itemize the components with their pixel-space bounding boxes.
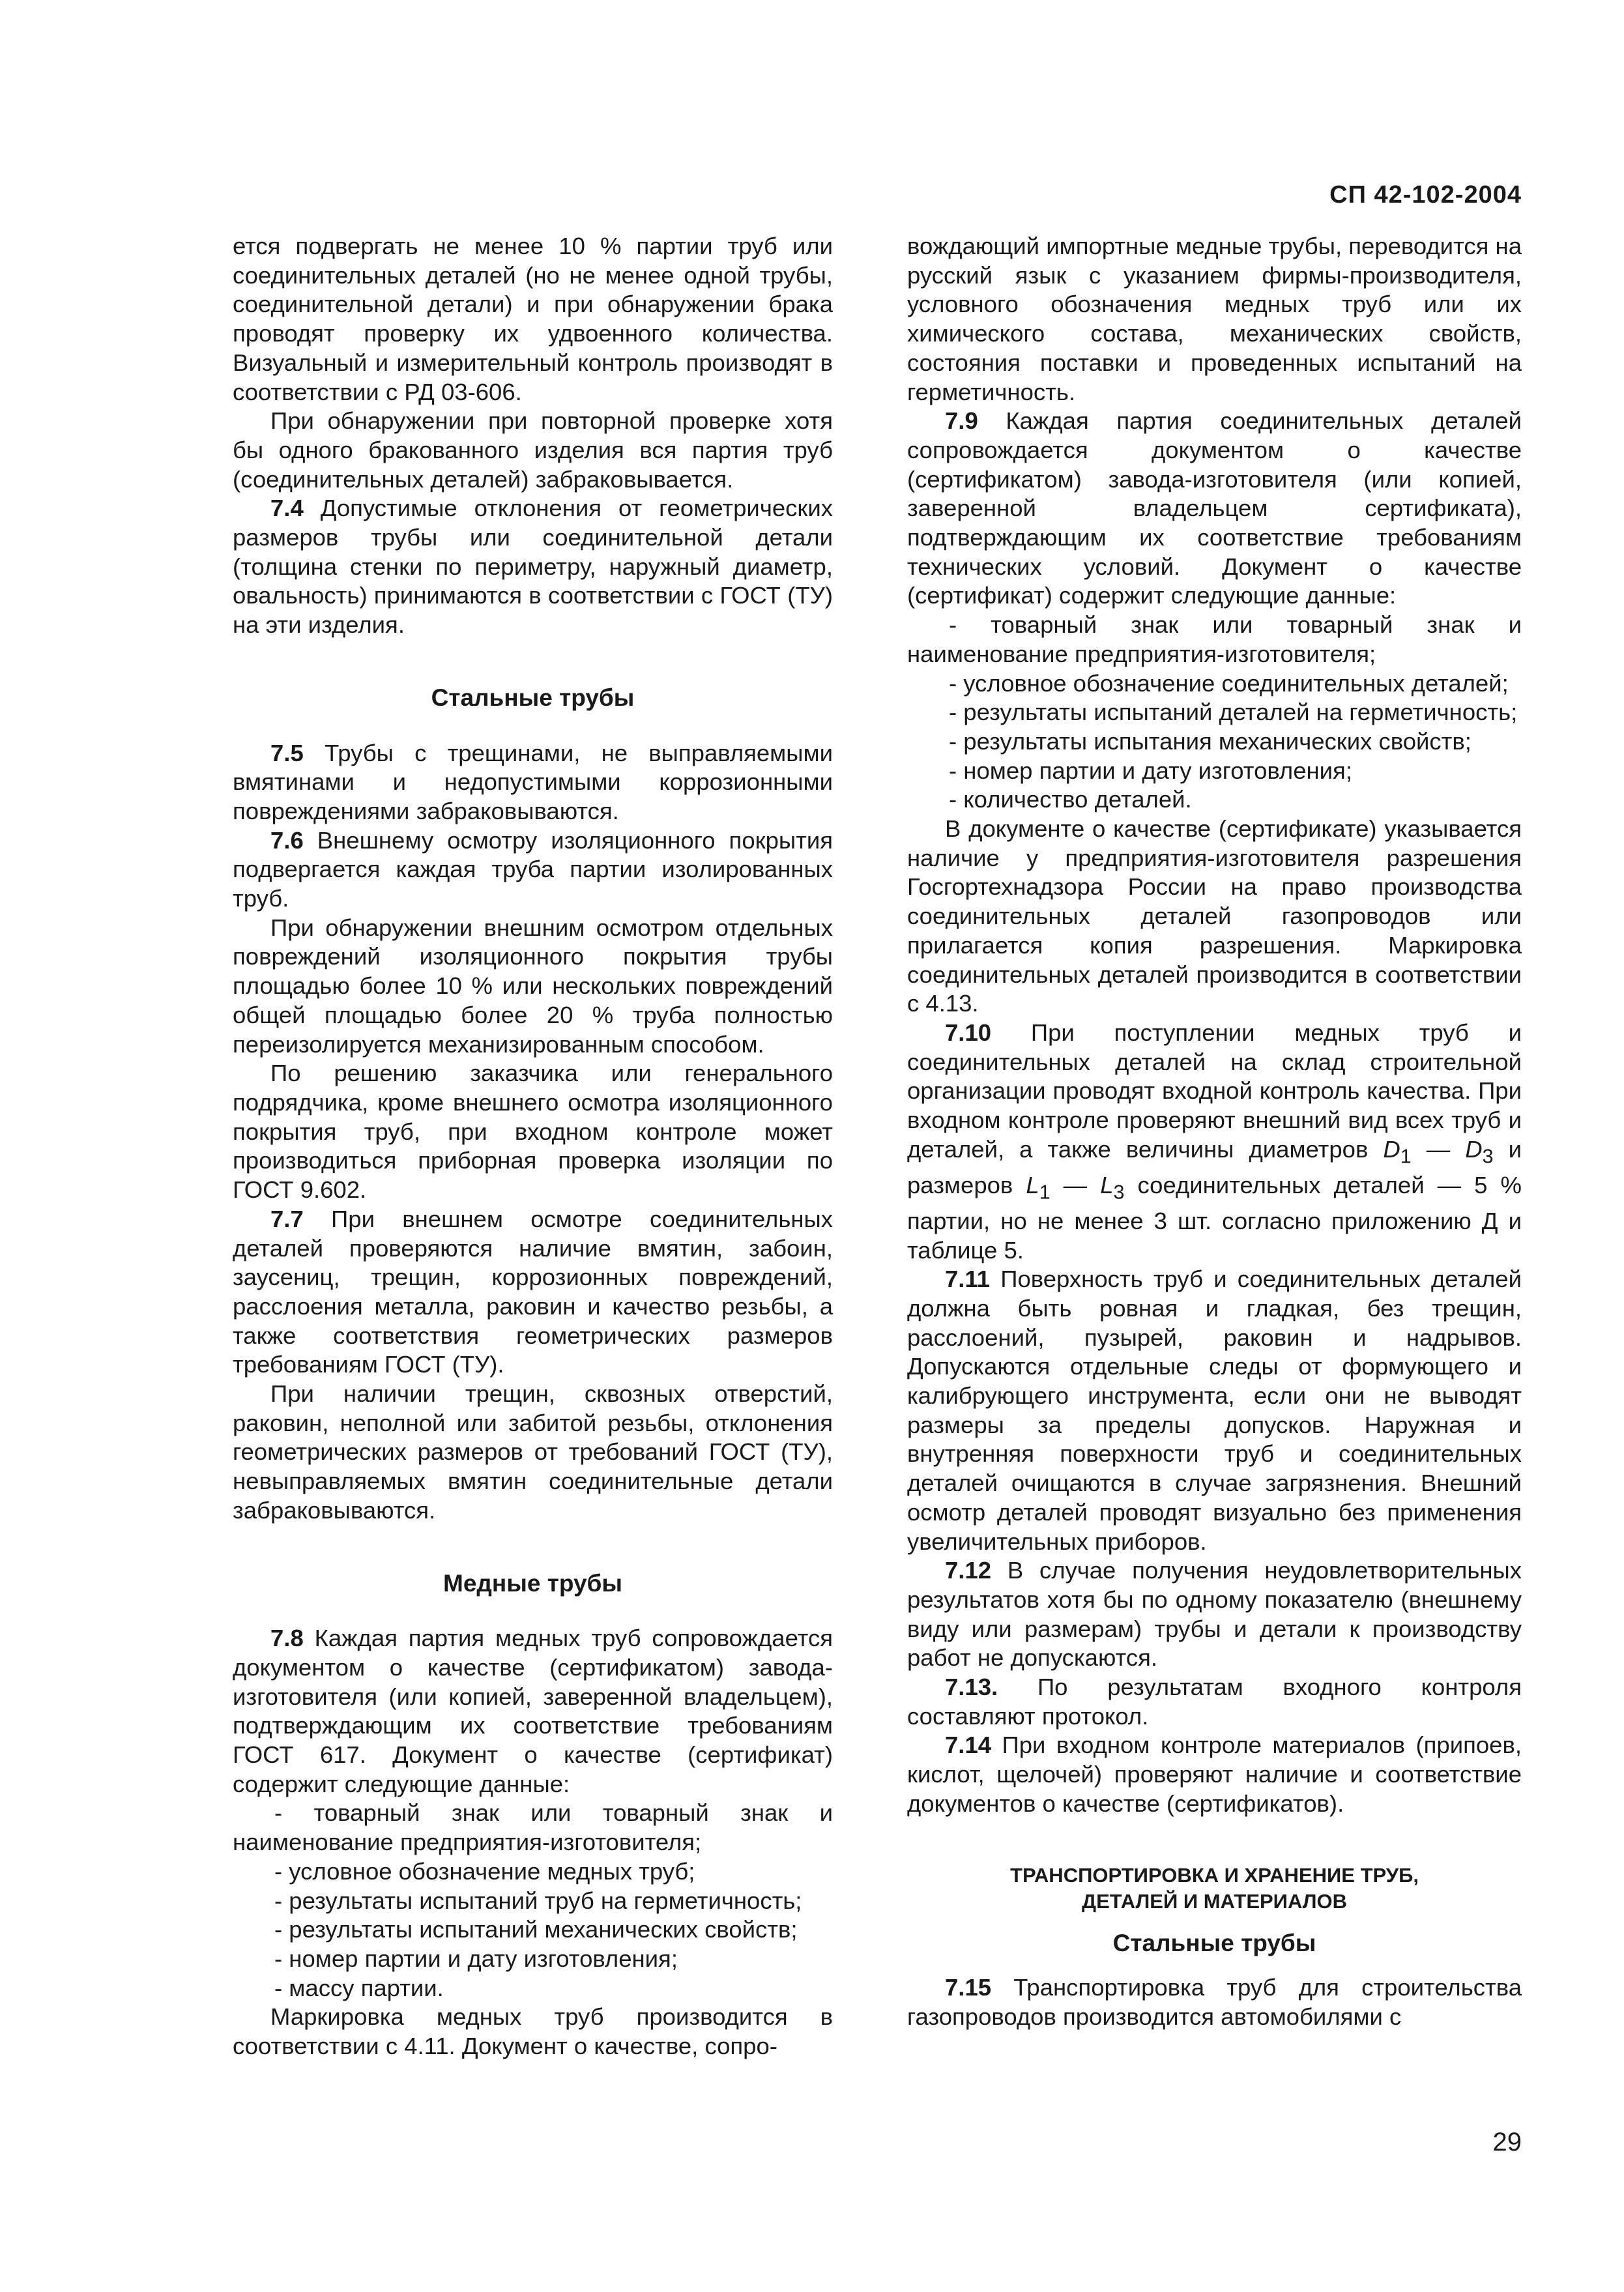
paragraph: По решению заказчика или генерального подрядчика, кроме внешнего осмотра изоляционного покрытия труб, при входном контроле может производиться приборная проверка изоляции по ГОСТ 9.602. [233, 1060, 833, 1204]
clause-7-11 [907, 1265, 1522, 1556]
paragraph: вождающий импортные медные трубы, переводится на русский язык с указанием фирмы-производителя, условного обозначения медных труб или их химического состава, механических свойств, состояния поставки и проведенных испытаний на герметичность. [907, 233, 1522, 405]
clause-number: 7.7 [270, 1205, 304, 1232]
right-column [907, 232, 1522, 2032]
clause-number: 7.8 [270, 1625, 304, 1652]
symbol-l: L [1100, 1171, 1114, 1198]
clause-7-5 [233, 739, 833, 826]
heading-line: ДЕТАЛЕЙ И МАТЕРИАЛОВ [1082, 1889, 1347, 1913]
clause-text: При входном контроле материалов (припоев, кислот, щелочей) проверяют наличие и соответствие документов о качестве (сертификатов). [907, 1732, 1522, 1817]
clause-text: Каждая партия соединительных деталей сопровождается документом о качестве (сертификатом) завода-изготовителя (или копией, заверенной владельцем сертификата), подтверждающим их соответствие требованиям технических условий. Документ о качестве (сертификат) содержит следующие данные: [907, 407, 1522, 609]
list-item: - результаты испытания механических свойств; [949, 727, 1472, 755]
clause-text: Транспортировка труб для строительства газопроводов производится автомобилями с [907, 1974, 1522, 2030]
list-item: - условное обозначение медных труб; [274, 1857, 695, 1885]
dash: — [1050, 1171, 1101, 1198]
clause-7-8 [233, 1624, 833, 1799]
clause-7-13 [907, 1673, 1522, 1731]
subscript: 1 [1039, 1181, 1051, 1204]
clause-7-15 [907, 1973, 1522, 2031]
clause-text: В случае получения неудовлетворительных результатов хотя бы по одному показателю (внешнему виду или размерам) трубы и детали к производству работ не допускаются. [907, 1557, 1522, 1672]
paragraph: В документе о качестве (сертификате) указывается наличие у предприятия-изготовителя разрешения Госгортехнадзора России на право производства соединительных деталей газопроводов или прилагается копия разрешения. Маркировка соединительных деталей производится в соответствии с 4.13. [907, 815, 1522, 1017]
paragraph: ется подвергать не менее 10 % партии труб или соединительных деталей (но не менее одной трубы, соединительной детали) и при обнаружении брака проводят проверку их удвоенного количества. Визуальный и измерительный контроль производят в соответствии с РД 03-606. [233, 233, 833, 405]
clause-text: и размеров [907, 1135, 1522, 1198]
heading-line: ТРАНСПОРТИРОВКА И ХРАНЕНИЕ ТРУБ, [1010, 1863, 1419, 1887]
clause-number: 7.11 [945, 1266, 991, 1293]
section-heading-transport-storage [907, 1863, 1522, 1915]
clause-number: 7.14 [945, 1732, 992, 1759]
subscript: 3 [1482, 1145, 1494, 1168]
symbol-l: L [1026, 1171, 1039, 1198]
page-number: 29 [1492, 2128, 1522, 2156]
clause-number: 7.12 [945, 1557, 992, 1584]
clause-7-4 [233, 494, 833, 640]
section-heading-steel-pipes: Стальные трубы [431, 684, 635, 711]
clause-number: 7.5 [270, 739, 304, 766]
paragraph: При обнаружении при повторной проверке хотя бы одного бракованного изделия вся партия труб (соединительных деталей) забраковывается. [233, 407, 833, 493]
clause-number: 7.9 [945, 407, 978, 435]
clause-text: Поверхность труб и соединительных деталей должна быть ровная и гладкая, без трещин, расслоений, пузырей, раковин и надрывов. Допускаются отдельные следы от формующего и калибрующего инструмента, если они не выводят размеры за пределы допусков. Наружная и внутренняя поверхности труб и соединительных деталей очищаются в случае загрязнения. Внешний осмотр деталей проводят визуально без применения увеличительных приборов. [907, 1266, 1522, 1555]
symbol-d: D [1383, 1135, 1400, 1163]
list-item: - результаты испытаний деталей на герметичность; [949, 699, 1518, 726]
list-item: - номер партии и дату изготовления; [274, 1945, 678, 1972]
left-column [233, 232, 833, 2061]
clause-text: При поступлении медных труб и соединительных деталей на склад строительной организации проводят входной контроль качества. При входном контроле проверяют внешний вид всех труб и деталей, а также величины диаметров [907, 1019, 1522, 1163]
dash: — [1411, 1135, 1466, 1163]
paragraph: При обнаружении внешним осмотром отдельных повреждений изоляционного покрытия трубы площадью более 10 % или нескольких повреждений общей площадью более 20 % труба полностью переизолируется механизированным способом. [233, 914, 833, 1058]
clause-7-9 [907, 407, 1522, 611]
clause-text: Трубы с трещинами, не выправляемыми вмятинами и недопустимыми коррозионными повреждениями забраковываются. [233, 739, 833, 824]
clause-text: Внешнему осмотру изоляционного покрытия подвергается каждая труба партии изолированных труб. [233, 826, 833, 912]
clause-7-10 [907, 1019, 1522, 1265]
paragraph: При наличии трещин, сквозных отверстий, раковин, неполной или забитой резьбы, отклонения геометрических размеров от требований ГОСТ (ТУ), невыправляемых вмятин соединительные детали забраковываются. [233, 1380, 833, 1524]
clause-7-14 [907, 1731, 1522, 1818]
subscript: 1 [1400, 1145, 1412, 1168]
clause-number: 7.10 [945, 1019, 992, 1046]
clause-text: Каждая партия медных труб сопровождается документом о качестве (сертификатом) завода-изготовителя (или копией, заверенной владельцем), подтверждающим их соответствие требованиям ГОСТ 617. Документ о качестве (сертификат) содержит следующие данные: [233, 1625, 833, 1797]
list-item: - результаты испытаний механических свойств; [274, 1916, 798, 1943]
clause-number: 7.4 [270, 495, 304, 522]
clause-7-12 [907, 1556, 1522, 1673]
paragraph: Маркировка медных труб производится в соответствии с 4.11. Документ о качестве, сопро- [233, 2003, 833, 2060]
list-item: - товарный знак или товарный знак и наименование предприятия-изготовителя; [907, 611, 1522, 667]
symbol-d: D [1465, 1135, 1483, 1163]
list-item: - количество деталей. [949, 786, 1192, 813]
subsection-heading-steel-pipes: Стальные трубы [1112, 1929, 1316, 1956]
list-item: - номер партии и дату изготовления; [949, 757, 1352, 784]
clause-text: соединительных деталей — 5 % партии, но не менее 3 шт. согласно приложению Д и таблице 5. [907, 1171, 1522, 1264]
clause-text: Допустимые отклонения от геометрических размеров трубы или соединительной детали (толщина стенки по периметру, наружный диаметр, овальность) принимаются в соответствии с ГОСТ (ТУ) на эти изделия. [233, 495, 833, 639]
clause-number: 7.6 [270, 826, 304, 854]
clause-number: 7.15 [945, 1974, 992, 2001]
list-item: - условное обозначение соединительных деталей; [949, 669, 1509, 697]
clause-7-7 [233, 1205, 833, 1380]
subscript: 3 [1113, 1181, 1125, 1204]
document-code-header: СП 42-102-2004 [1329, 181, 1522, 209]
clause-number: 7.13. [945, 1674, 998, 1701]
clause-7-6 [233, 826, 833, 914]
list-item: - массу партии. [274, 1974, 444, 2001]
list-item: - результаты испытаний труб на герметичность; [274, 1887, 802, 1914]
section-heading-copper-pipes: Медные трубы [443, 1569, 622, 1597]
clause-text: По результатам входного контроля составляют протокол. [907, 1674, 1522, 1730]
clause-text: При внешнем осмотре соединительных деталей проверяются наличие вмятин, забоин, заусениц, трещин, коррозионных повреждений, расслоения металла, раковин и качество резьбы, а также соответствия геометрических размеров требованиям ГОСТ (ТУ). [233, 1205, 833, 1378]
list-item: - товарный знак или товарный знак и наименование предприятия-изготовителя; [233, 1799, 833, 1856]
